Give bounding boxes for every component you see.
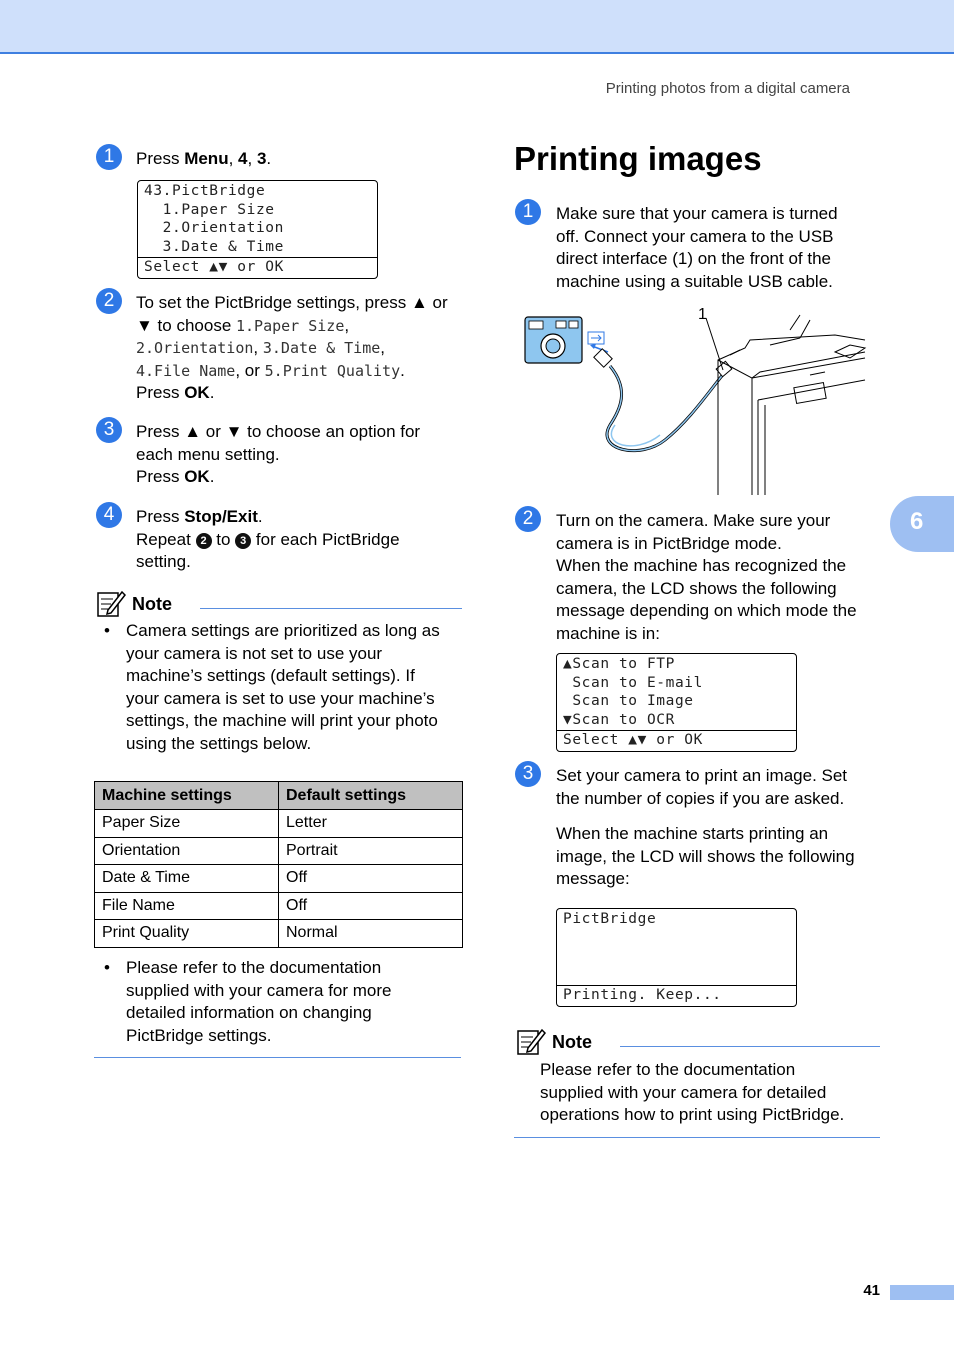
- note-header-right: [516, 1026, 880, 1056]
- table-cell: Date & Time: [95, 865, 279, 893]
- callout-1: 1: [698, 306, 707, 323]
- table-cell: Print Quality: [95, 920, 279, 948]
- lcd-footer: Select ▲▼ or OK: [557, 730, 796, 751]
- camera-icon: [525, 317, 582, 363]
- step-4-text: Press Stop/Exit. Repeat 2 to 3 for each PictBridge setting.: [136, 507, 400, 571]
- camera-usb-illustration: [520, 300, 870, 495]
- note-pencil-icon: [96, 588, 126, 618]
- note-header-left: [96, 588, 462, 618]
- chapter-tab: [890, 496, 954, 552]
- table-cell: Letter: [279, 810, 463, 838]
- lcd-scan-menu: [556, 653, 797, 752]
- step-3-text: Set your camera to print an image. Set the number of copies if you are asked. When the machine starts printing an image, the LCD will shows the following message:: [556, 766, 855, 888]
- note-text-right: Please refer to the documentation supplied with your camera for detailed operations how to print using PictBridge.: [540, 1060, 845, 1124]
- ref-step-3-icon: 3: [235, 533, 251, 549]
- note-label: Note: [132, 594, 172, 614]
- step-3-icon: 3: [96, 417, 122, 443]
- table-cell: Normal: [279, 920, 463, 948]
- table-row: [95, 865, 463, 893]
- step-2-text: To set the PictBridge settings, press ▲ or ▼ to choose 1.Paper Size, 2.Orientation, 3.Date & Time, 4.File Name, or 5.Print Quality. Press OK.: [136, 293, 448, 402]
- lcd-pictbridge-menu: [137, 180, 378, 279]
- running-header: Printing photos from a digital camera: [605, 80, 850, 97]
- lcd-printing: [556, 908, 797, 1007]
- table-cell: Off: [279, 865, 463, 893]
- step-3-icon: 3: [515, 761, 541, 787]
- note-pencil-icon: [516, 1026, 546, 1056]
- step-2-icon: 2: [96, 288, 122, 314]
- step-2-text: Turn on the camera. Make sure your camera is in PictBridge mode. When the machine has recognized the camera, the LCD shows the following message depending on which mode the machine is in:: [556, 511, 857, 643]
- note-end-rule: [514, 1137, 880, 1138]
- note-rule: [200, 608, 462, 609]
- lcd-lines: ▲Scan to FTP Scan to E-mail Scan to Image ▼Scan to OCR: [563, 656, 703, 728]
- table-header-row: [95, 782, 463, 810]
- header-band: [0, 0, 954, 54]
- note-label: Note: [552, 1032, 592, 1052]
- note-rule: [620, 1046, 880, 1047]
- ref-step-2-icon: 2: [196, 533, 212, 549]
- page-title: Printing images: [514, 140, 762, 177]
- step-2-icon: 2: [515, 506, 541, 532]
- step-1-text: Press Menu, 4, 3.: [136, 149, 272, 168]
- page-number-bar: [890, 1285, 954, 1300]
- chapter-number: 6: [910, 508, 924, 535]
- step-4-icon: 4: [96, 502, 122, 528]
- table-cell: Paper Size: [95, 810, 279, 838]
- note-end-rule: [94, 1057, 461, 1058]
- step-3-text: Press ▲ or ▼ to choose an option for each menu setting. Press OK.: [136, 422, 421, 486]
- usb-icon: [588, 332, 604, 344]
- table-cell: File Name: [95, 892, 279, 920]
- table-header: Machine settings: [95, 782, 279, 810]
- lcd-footer: Select ▲▼ or OK: [138, 257, 377, 278]
- table-cell: Off: [279, 892, 463, 920]
- table-row: [95, 810, 463, 838]
- step-1-text: Make sure that your camera is turned off. Connect your camera to the USB direct interface (1) on the front of the machine using a suitable USB cable.: [556, 204, 838, 291]
- table-cell: Orientation: [95, 837, 279, 865]
- lcd-lines: PictBridge: [563, 911, 657, 927]
- table-row: [95, 920, 463, 948]
- table-row: [95, 892, 463, 920]
- lcd-lines: 43.PictBridge 1.Paper Size 2.Orientation 3.Date & Time: [144, 183, 284, 255]
- step-1-icon: 1: [515, 199, 541, 225]
- step-1-icon: 1: [96, 144, 122, 170]
- table-cell: Portrait: [279, 837, 463, 865]
- page-number: 41: [863, 1282, 880, 1299]
- machine-icon: [718, 315, 865, 495]
- default-settings-table: [94, 781, 463, 948]
- table-row: [95, 837, 463, 865]
- table-header: Default settings: [279, 782, 463, 810]
- lcd-footer: Printing. Keep...: [557, 985, 796, 1006]
